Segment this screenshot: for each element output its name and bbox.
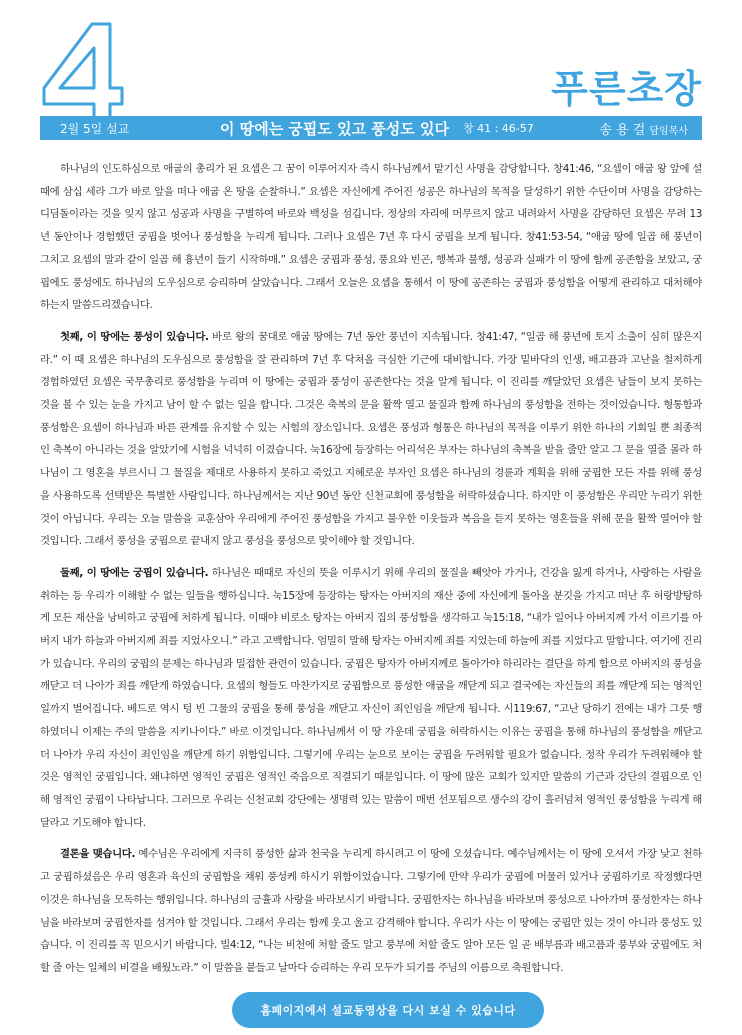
paragraph-intro: 하나님의 인도하심으로 애굽의 총리가 된 요셉은 그 꿈이 이루어지자 즉시 하나님께서 맡기신 사명을 감당합니다. 창41:46, “요셉이 애굽 왕 앞에 설 때에 삼십 세라 그가 바로 앞을 떠나 애굽 온 땅을 순찰하니.” 요셉은 자신에게 주어진 성공은 하나님의 목적을 달성하기 위한 수단이며 사명을 감당하는 디딤돌이라는 것을 잊지 않고 성공과 사명을 구별하여 바로와 백성을 섬깁니다. 정상의 자리에 머무르지 않고 내려와서 사명을 감당하던 요셉은 무려 13년 동안이나 경험했던 궁핍을 벗어나 풍성함을 누리게 됩니다. 그러나 요셉은 7년 후 다시 궁핍을 보게 됩니다. 창41:53-54, “애굽 땅에 일곱 해 풍년이 그치고 요셉의 말과 같이 일곱 해 흉년이 들기 시작하매.” 요셉은 궁핍과 풍성, 풍요와 빈곤, 행복과 불행, 성공과 실패가 이 땅에 함께 공존함을 보았고, 궁핍에도 풍성에도 하나님의 도우심으로 승리하며 살았습니다. 그래서 오늘은 요셉을 통해서 이 땅에 공존하는 궁핍과 풍성함을 어떻게 관리하고 대처해야 하는지 말씀드리겠습니다. (40, 163, 702, 312)
issue-number (40, 20, 126, 128)
paragraph-text: 바로 왕의 꿈대로 애굽 땅에는 7년 동안 풍년이 지속됩니다. 창41:47, “일곱 해 풍년에 토지 소출이 심히 많은지라.” 이 때 요셉은 하나님의 도우심으로 풍성함을 잘 관리하며 7년 후 닥쳐올 극심한 기근에 대비합니다. 가장 밑바닥의 인생, 배고픔과 고난을 철저하게 경험하였던 요셉은 국무총리로 풍성함을 누리며 이 땅에는 궁핍과 풍성이 공존한다는 것을 알게 됩니다. 이 진리를 깨달았던 요셉은 남들이 보지 못하는 것을 볼 수 있는 눈을 가지고 남이 할 수 없는 일을 합니다. 그것은 축복의 문을 활짝 열고 물질과 함께 하나님의 풍성함을 전하는 것이었습니다. 형통함과 풍성함은 요셉이 하나님과 바른 관계를 유지할 수 있는 시험의 장소입니다. 요셉은 풍성과 형통은 하나님의 목적을 이루기 위한 하나의 기회일 뿐 최종적인 축복이 아니라는 것을 알았기에 시험을 넉넉히 이겼습니다. 눅16장에 등장하는 어리석은 부자는 하나님의 축복을 받을 줄만 알고 그 문을 열줄 몰라 하나님이 그 영혼을 부르시니 그 물질을 제대로 사용하지 못하고 죽었고 지혜로운 부자인 요셉은 하나님의 경륜과 계획을 위해 궁핍한 모든 자를 위해 풍성을 사용하도록 선택받은 특별한 사람입니다. 하나님께서는 지난 90년 동안 신천교회에 풍성함을 허락하셨습니다. 하지만 이 풍성함은 우리만 누리기 위한 것이 아닙니다. 우리는 오늘 말씀을 교훈삼아 우리에게 주어진 풍성함을 가지고 불우한 이웃들과 복음을 듣지 못하는 영혼들을 위해 문을 활짝 열어야 할 것입니다. 그래서 풍성을 궁핍으로 끝내지 않고 풍성을 풍성으로 맞이해야 할 것입니다. (40, 330, 702, 548)
point-heading: 결론을 맺습니다. (60, 848, 136, 861)
sermon-banner (40, 116, 702, 140)
preacher (599, 119, 702, 138)
point-heading: 둘째, 이 땅에는 궁핍이 있습니다. (60, 566, 209, 579)
scripture-reference: 창 41 : 46-57 (462, 122, 534, 135)
sermon-body (40, 158, 702, 989)
preacher-name: 송 용 걸 (599, 122, 646, 138)
preacher-role: 담임목사 (649, 125, 688, 137)
paragraph-conclusion (40, 843, 702, 979)
video-notice: 홈페이지에서 설교동영상을 다시 보실 수 있습니다 (232, 992, 544, 1028)
paragraph-second (40, 562, 702, 834)
paragraph-text: 예수님은 우리에게 지극히 풍성한 삶과 천국을 누리게 하시려고 이 땅에 오셨습니다. 예수님께서는 이 땅에 오셔서 가장 낮고 천하고 궁핍하셨음은 우리 영혼과 육신의 궁핍함을 채워 풍성케 하시기 위함이었습니다. 그렇기에 만약 우리가 궁핍에 머물러 있거나 궁핍하기로 작정했다면 이것은 하나님을 모독하는 행위입니다. 하나님의 긍휼과 사랑을 바라보시기 바랍니다. 궁핍한자는 하나님을 바라보며 풍성으로 나아가며 풍성한자는 하나님을 바라보며 궁핍한자를 섬겨야 할 것입니다. 그래서 우리는 함께 웃고 울고 감격해야 합니다. 우리가 사는 이 땅에는 궁핍만 있는 것이 아니라 풍성도 있습니다. 이 진리를 꼭 믿으시기 바랍니다. 빌4:12, “나는 비천에 처할 줄도 알고 풍부에 처할 줄도 알아 모든 일 곧 배부름과 배고픔과 풍부와 궁핍에도 처할 줄 아는 일체의 비결을 배웠노라.” 이 말씀을 붙들고 날마다 승리하는 우리 모두가 되기를 주님의 이름으로 축원합니다. (40, 848, 702, 974)
brand-title: 푸른초장 (551, 67, 702, 111)
sermon-title: 이 땅에는 궁핍도 있고 풍성도 있다 (220, 119, 449, 138)
point-heading: 첫째, 이 땅에는 풍성이 있습니다. (60, 330, 209, 343)
paragraph-first (40, 326, 702, 553)
sermon-date: 2월 5일 설교 (60, 121, 130, 136)
paragraph-text: 하나님은 때때로 자신의 뜻을 이루시기 위해 우리의 물질을 빼앗아 가거나, 건강을 잃게 하거나, 사랑하는 사람을 취하는 등 우리가 이해할 수 없는 일들을 행하십니다. 눅15장에 등장하는 탕자는 아버지의 재산 중에 자신에게 돌아올 분깃을 가지고 떠난 후 허랑방탕하게 모든 재산을 낭비하고 궁핍에 처하게 됩니다. 이때야 비로소 탕자는 아버지 집의 풍성함을 생각하고 눅15:18, “내가 일어나 아버지께 가서 이르기를 아버지 내가 하늘과 아버지께 죄를 지었사오니.” 라고 고백합니다. 엄밀히 말해 탕자는 아버지께 죄를 지었는데 하늘에 죄를 지었다고 말합니다. 여기에 진리가 있습니다. 우리의 궁핍의 문제는 하나님과 밀접한 관련이 있습니다. 궁핍은 탕자가 아버지께로 돌아가야 하리라는 결단을 하게 함으로 아버지의 풍성을 깨닫고 더 나아가 죄를 깨닫게 하였습니다. 요셉의 형들도 마찬가지로 궁핍함으로 풍성한 애굽을 깨닫게 되고 결국에는 자신들의 죄를 깨닫게 되는 영적인 일까지 벌어집니다. 베드로 역시 텅 빈 그물의 궁핍을 통해 풍성을 깨닫고 자신이 죄인임을 깨닫게 됩니다. 시119:67, “고난 당하기 전에는 내가 그릇 행하였더니 이제는 주의 말씀을 지키나이다.” 바로 이것입니다. 하나님께서 이 땅 가운데 궁핍을 허락하시는 이유는 궁핍을 통해 하나님의 풍성함을 깨닫고 더 나아가 우리 자신이 죄인임을 깨닫게 하기 위함입니다. 그렇기에 우리는 눈으로 보이는 궁핍을 두려워할 필요가 없습니다. 정작 우리가 두려워해야 할 것은 영적인 궁핍입니다. 왜냐하면 영적인 궁핍은 영적인 죽음으로 직결되기 때문입니다. 이 땅에 많은 교회가 있지만 말씀의 기근과 강단의 결핍으로 인해 영적인 궁핍이 나타납니다. 그러므로 우리는 신천교회 강단에는 생명력 있는 말씀이 매번 선포됨으로 생수의 강이 흘러넘쳐 영적인 풍성함을 누리게 해달라고 기도해야 합니다. (40, 566, 703, 829)
